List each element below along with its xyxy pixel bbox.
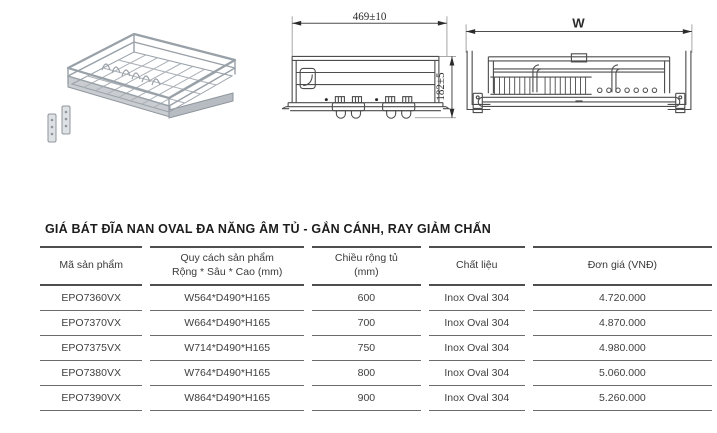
- product-photo-dish-rack: [42, 14, 254, 150]
- cell-cabinet-width: 700: [312, 311, 421, 336]
- cell-spec: W864*D490*H165: [150, 386, 304, 411]
- table-row: [40, 386, 712, 411]
- col-header-spec: [150, 246, 304, 286]
- cell-product-code: EPO7390VX: [40, 386, 142, 411]
- table-row: [40, 311, 712, 336]
- page-title: GIÁ BÁT ĐĨA NAN OVAL ĐA NĂNG ÂM TỦ - GẮN CÁNH, RAY GIẢM CHẤN: [45, 222, 492, 236]
- slide-rail: [169, 93, 233, 118]
- col-header-width-line1: Chiều rộng tủ: [334, 252, 398, 265]
- cell-price: 5.260.000: [533, 386, 712, 411]
- col-header-width-line2: (mm): [354, 266, 379, 278]
- dimension-lines: [292, 23, 452, 117]
- cell-spec: W764*D490*H165: [150, 361, 304, 386]
- mounting-brackets: [48, 106, 70, 142]
- cell-price: 4.870.000: [533, 311, 712, 336]
- cell-spec: W664*D490*H165: [150, 311, 304, 336]
- cell-spec: W714*D490*H165: [150, 336, 304, 361]
- table-header-row: [40, 246, 712, 286]
- cell-cabinet-width: 900: [312, 386, 421, 411]
- cell-cabinet-width: 800: [312, 361, 421, 386]
- basket-side-outline: [282, 56, 449, 110]
- cell-price: 4.720.000: [533, 286, 712, 311]
- side-view-drawing: [264, 8, 460, 134]
- cell-material: Inox Oval 304: [429, 311, 525, 336]
- col-header-product-code: Mã sản phẩm: [40, 246, 142, 286]
- spec-table: [32, 246, 717, 411]
- col-header-spec-line2: Rộng * Sâu * Cao (mm): [172, 266, 283, 278]
- plate-holder-wires: [102, 64, 160, 85]
- cell-price: 4.980.000: [533, 336, 712, 361]
- dim-label-height: 182±5: [434, 72, 447, 101]
- cell-material: Inox Oval 304: [429, 286, 525, 311]
- table-row: [40, 336, 712, 361]
- rail-clamps: [325, 97, 415, 119]
- cell-product-code: EPO7380VX: [40, 361, 142, 386]
- col-header-price: Đơn giá (VNĐ): [533, 246, 712, 286]
- cell-cabinet-width: 600: [312, 286, 421, 311]
- cell-material: Inox Oval 304: [429, 361, 525, 386]
- cell-price: 5.060.000: [533, 361, 712, 386]
- dim-label-w: W: [572, 16, 585, 31]
- basket-front-outline: [478, 54, 680, 107]
- col-header-cabinet-width: [312, 246, 421, 286]
- col-header-material: Chất liệu: [429, 246, 525, 286]
- dim-label-width: 469±10: [352, 11, 387, 24]
- cell-cabinet-width: 750: [312, 336, 421, 361]
- tray-center-tick: [575, 100, 582, 102]
- table-row: [40, 286, 712, 311]
- front-view-drawing: [460, 16, 698, 123]
- wire-loops: [598, 88, 657, 92]
- cell-material: Inox Oval 304: [429, 386, 525, 411]
- cell-spec: W564*D490*H165: [150, 286, 304, 311]
- cell-product-code: EPO7375VX: [40, 336, 142, 361]
- col-header-spec-line1: Quy cách sản phẩm: [180, 252, 274, 265]
- end-brackets: [473, 93, 685, 112]
- table-row: [40, 361, 712, 386]
- cell-product-code: EPO7370VX: [40, 311, 142, 336]
- cell-material: Inox Oval 304: [429, 336, 525, 361]
- cell-product-code: EPO7360VX: [40, 286, 142, 311]
- wire-slats: [494, 77, 585, 94]
